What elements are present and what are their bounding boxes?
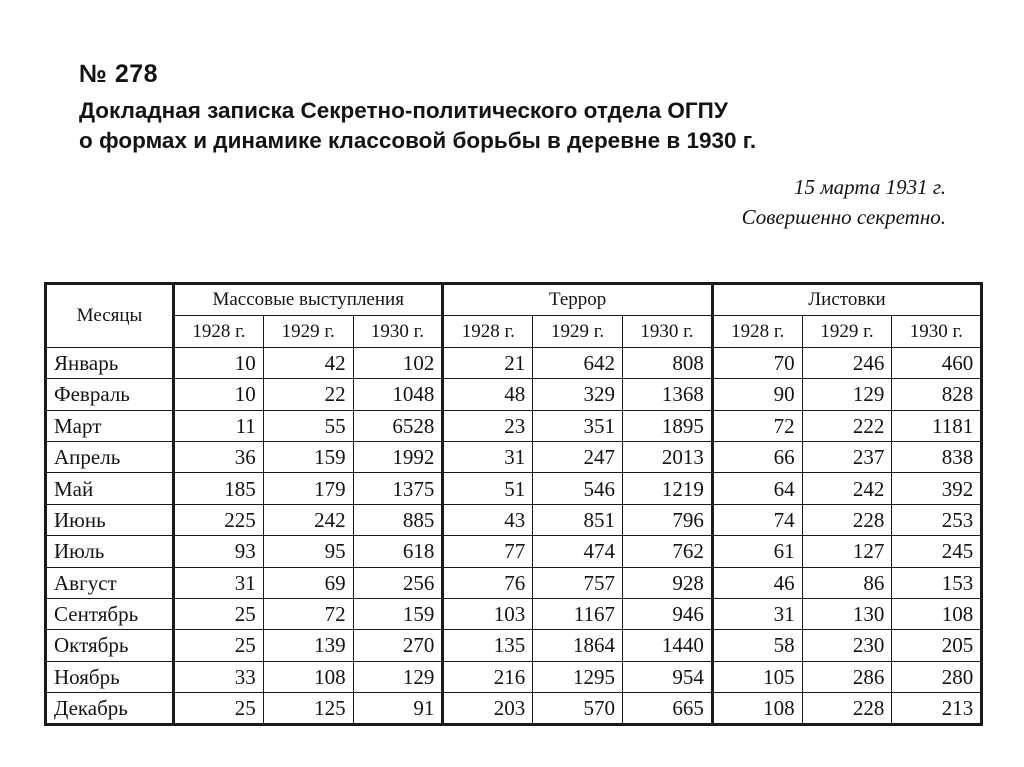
value-cell: 36 bbox=[174, 441, 264, 472]
value-cell: 46 bbox=[712, 567, 802, 598]
value-cell: 31 bbox=[712, 598, 802, 629]
value-cell: 129 bbox=[802, 379, 892, 410]
value-cell: 351 bbox=[533, 410, 623, 441]
value-cell: 885 bbox=[353, 504, 443, 535]
value-cell: 2013 bbox=[622, 441, 712, 472]
month-cell: Ноябрь bbox=[46, 661, 174, 692]
value-cell: 213 bbox=[892, 693, 982, 725]
table-row bbox=[46, 661, 982, 692]
value-cell: 256 bbox=[353, 567, 443, 598]
value-cell: 77 bbox=[443, 536, 533, 567]
value-cell: 86 bbox=[802, 567, 892, 598]
year-header: 1930 г. bbox=[353, 316, 443, 347]
month-cell: Март bbox=[46, 410, 174, 441]
month-cell: Сентябрь bbox=[46, 598, 174, 629]
value-cell: 642 bbox=[533, 347, 623, 378]
value-cell: 11 bbox=[174, 410, 264, 441]
table-year-row bbox=[46, 316, 982, 347]
group-header-terror: Террор bbox=[443, 284, 712, 316]
value-cell: 270 bbox=[353, 630, 443, 661]
value-cell: 570 bbox=[533, 693, 623, 725]
value-cell: 130 bbox=[802, 598, 892, 629]
value-cell: 64 bbox=[712, 473, 802, 504]
value-cell: 51 bbox=[443, 473, 533, 504]
value-cell: 135 bbox=[443, 630, 533, 661]
month-cell: Декабрь bbox=[46, 693, 174, 725]
value-cell: 245 bbox=[892, 536, 982, 567]
year-header: 1928 г. bbox=[174, 316, 264, 347]
year-header: 1928 г. bbox=[712, 316, 802, 347]
value-cell: 91 bbox=[353, 693, 443, 725]
value-cell: 25 bbox=[174, 630, 264, 661]
group-header-leaflets: Листовки bbox=[712, 284, 981, 316]
value-cell: 954 bbox=[622, 661, 712, 692]
value-cell: 1440 bbox=[622, 630, 712, 661]
value-cell: 1048 bbox=[353, 379, 443, 410]
value-cell: 31 bbox=[174, 567, 264, 598]
month-column-header: Месяцы bbox=[46, 284, 174, 348]
value-cell: 61 bbox=[712, 536, 802, 567]
year-header: 1929 г. bbox=[263, 316, 353, 347]
document-classification: Совершенно секретно. bbox=[741, 205, 946, 229]
table-row bbox=[46, 693, 982, 725]
value-cell: 66 bbox=[712, 441, 802, 472]
value-cell: 1895 bbox=[622, 410, 712, 441]
value-cell: 159 bbox=[263, 441, 353, 472]
value-cell: 237 bbox=[802, 441, 892, 472]
document-title-line: Докладная записка Секретно-политического отдела ОГПУ bbox=[79, 98, 728, 123]
value-cell: 25 bbox=[174, 693, 264, 725]
value-cell: 103 bbox=[443, 598, 533, 629]
value-cell: 928 bbox=[622, 567, 712, 598]
value-cell: 460 bbox=[892, 347, 982, 378]
value-cell: 665 bbox=[622, 693, 712, 725]
value-cell: 286 bbox=[802, 661, 892, 692]
table-row bbox=[46, 410, 982, 441]
table-row bbox=[46, 347, 982, 378]
value-cell: 205 bbox=[892, 630, 982, 661]
value-cell: 280 bbox=[892, 661, 982, 692]
value-cell: 222 bbox=[802, 410, 892, 441]
value-cell: 203 bbox=[443, 693, 533, 725]
value-cell: 10 bbox=[174, 379, 264, 410]
table-row bbox=[46, 473, 982, 504]
document-number: № 278 bbox=[79, 60, 159, 88]
value-cell: 93 bbox=[174, 536, 264, 567]
value-cell: 230 bbox=[802, 630, 892, 661]
document-meta bbox=[742, 172, 946, 232]
value-cell: 1167 bbox=[533, 598, 623, 629]
value-cell: 1219 bbox=[622, 473, 712, 504]
table-body bbox=[46, 347, 982, 725]
table-header-row bbox=[46, 284, 982, 316]
value-cell: 246 bbox=[802, 347, 892, 378]
value-cell: 127 bbox=[802, 536, 892, 567]
value-cell: 23 bbox=[443, 410, 533, 441]
value-cell: 179 bbox=[263, 473, 353, 504]
value-cell: 48 bbox=[443, 379, 533, 410]
value-cell: 95 bbox=[263, 536, 353, 567]
value-cell: 808 bbox=[622, 347, 712, 378]
value-cell: 247 bbox=[533, 441, 623, 472]
value-cell: 828 bbox=[892, 379, 982, 410]
value-cell: 108 bbox=[892, 598, 982, 629]
value-cell: 762 bbox=[622, 536, 712, 567]
value-cell: 102 bbox=[353, 347, 443, 378]
year-header: 1928 г. bbox=[443, 316, 533, 347]
value-cell: 253 bbox=[892, 504, 982, 535]
value-cell: 21 bbox=[443, 347, 533, 378]
value-cell: 72 bbox=[263, 598, 353, 629]
value-cell: 90 bbox=[712, 379, 802, 410]
value-cell: 129 bbox=[353, 661, 443, 692]
year-header: 1930 г. bbox=[892, 316, 982, 347]
value-cell: 838 bbox=[892, 441, 982, 472]
document-date: 15 марта 1931 г. bbox=[794, 175, 946, 199]
value-cell: 159 bbox=[353, 598, 443, 629]
value-cell: 58 bbox=[712, 630, 802, 661]
value-cell: 946 bbox=[622, 598, 712, 629]
value-cell: 70 bbox=[712, 347, 802, 378]
table-row bbox=[46, 536, 982, 567]
month-cell: Май bbox=[46, 473, 174, 504]
document-title bbox=[79, 96, 959, 156]
value-cell: 139 bbox=[263, 630, 353, 661]
value-cell: 242 bbox=[263, 504, 353, 535]
month-cell: Июль bbox=[46, 536, 174, 567]
month-cell: Февраль bbox=[46, 379, 174, 410]
value-cell: 76 bbox=[443, 567, 533, 598]
value-cell: 42 bbox=[263, 347, 353, 378]
value-cell: 108 bbox=[712, 693, 802, 725]
value-cell: 474 bbox=[533, 536, 623, 567]
value-cell: 242 bbox=[802, 473, 892, 504]
value-cell: 153 bbox=[892, 567, 982, 598]
table-row bbox=[46, 630, 982, 661]
value-cell: 55 bbox=[263, 410, 353, 441]
value-cell: 1368 bbox=[622, 379, 712, 410]
value-cell: 1375 bbox=[353, 473, 443, 504]
value-cell: 216 bbox=[443, 661, 533, 692]
value-cell: 225 bbox=[174, 504, 264, 535]
month-cell: Июнь bbox=[46, 504, 174, 535]
month-cell: Январь bbox=[46, 347, 174, 378]
table-row bbox=[46, 504, 982, 535]
value-cell: 22 bbox=[263, 379, 353, 410]
value-cell: 1992 bbox=[353, 441, 443, 472]
value-cell: 108 bbox=[263, 661, 353, 692]
value-cell: 1864 bbox=[533, 630, 623, 661]
value-cell: 1181 bbox=[892, 410, 982, 441]
year-header: 1929 г. bbox=[533, 316, 623, 347]
value-cell: 33 bbox=[174, 661, 264, 692]
value-cell: 185 bbox=[174, 473, 264, 504]
value-cell: 10 bbox=[174, 347, 264, 378]
table-row bbox=[46, 567, 982, 598]
value-cell: 392 bbox=[892, 473, 982, 504]
value-cell: 6528 bbox=[353, 410, 443, 441]
value-cell: 105 bbox=[712, 661, 802, 692]
value-cell: 1295 bbox=[533, 661, 623, 692]
year-header: 1930 г. bbox=[622, 316, 712, 347]
value-cell: 125 bbox=[263, 693, 353, 725]
value-cell: 74 bbox=[712, 504, 802, 535]
value-cell: 31 bbox=[443, 441, 533, 472]
value-cell: 796 bbox=[622, 504, 712, 535]
value-cell: 757 bbox=[533, 567, 623, 598]
value-cell: 851 bbox=[533, 504, 623, 535]
month-cell: Апрель bbox=[46, 441, 174, 472]
month-cell: Октябрь bbox=[46, 630, 174, 661]
value-cell: 43 bbox=[443, 504, 533, 535]
value-cell: 25 bbox=[174, 598, 264, 629]
table-row bbox=[46, 598, 982, 629]
value-cell: 618 bbox=[353, 536, 443, 567]
value-cell: 228 bbox=[802, 693, 892, 725]
data-table bbox=[44, 282, 983, 726]
value-cell: 72 bbox=[712, 410, 802, 441]
group-header-mass-protests: Массовые выступления bbox=[174, 284, 443, 316]
month-cell: Август bbox=[46, 567, 174, 598]
table-row bbox=[46, 379, 982, 410]
document-title-line: о формах и динамике классовой борьбы в деревне в 1930 г. bbox=[79, 128, 757, 153]
value-cell: 329 bbox=[533, 379, 623, 410]
value-cell: 228 bbox=[802, 504, 892, 535]
value-cell: 546 bbox=[533, 473, 623, 504]
table-row bbox=[46, 441, 982, 472]
year-header: 1929 г. bbox=[802, 316, 892, 347]
value-cell: 69 bbox=[263, 567, 353, 598]
